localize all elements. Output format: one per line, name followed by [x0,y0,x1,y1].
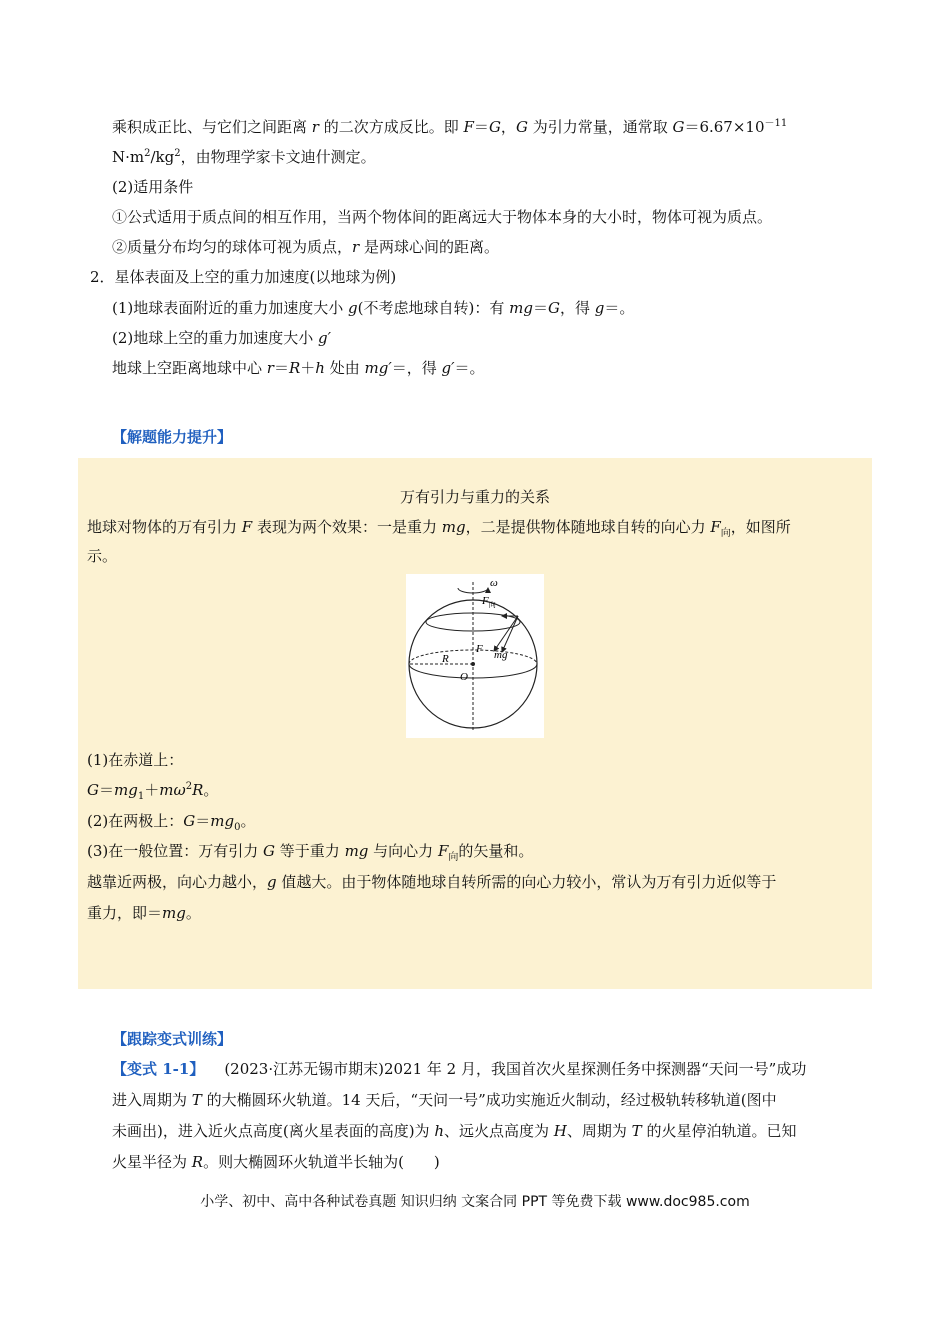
section-2-heading: 2．星体表面及上空的重力加速度(以地球为例) [90,268,397,286]
general-position-line: (3)在一般位置：万有引力 G 等于重力 mg 与向心力 $F_向$的矢量和。 [87,842,534,863]
altitude-gravity-heading: (2)地球上空的重力加速度大小 g′ [112,329,332,347]
pole-conclusion-line: 越靠近两极，向心力越小，g 值越大。由于物体随地球自转所需的向心力较小，常认为万有引力近似等于 [87,873,777,891]
altitude-gravity-line: 地球上空距离地球中心 r＝R＋h 处由 mg′＝，得 g′＝。 [112,359,485,377]
poles-formula: (2)在两极上：$G=mg_0$。 [87,812,256,833]
condition-1: ①公式适用于质点间的相互作用，当两个物体间的距离远大于物体本身的大小时，物体可视为质点。 [112,208,773,226]
box-intro: 地球对物体的万有引力 F 表现为两个效果：一是重力 mg，二是提供物体随地球自转的向心力 $F_向$，如图所 [87,518,791,539]
exercise-line-1: 【变式 1-1】 (2023·江苏无锡市期末)2021 年 2 月，我国首次火星探测任务中探测器“天问一号”成功 [112,1060,807,1078]
units-line: $N\cdot m^2/kg^2$，由物理学家卡文迪什测定。 [112,148,376,166]
earth-diagram [406,574,544,738]
omega-label: ω [490,577,498,589]
center-point [471,662,475,666]
r-label: R [442,653,449,665]
equator-front [409,664,537,678]
condition-heading: (2)适用条件 [112,178,194,196]
section-ability-heading: 【解题能力提升】 [112,428,233,446]
equator-formula: $G=mg_1+m\omega^2R$。 [87,781,219,802]
section-practice-heading: 【跟踪变式训练】 [112,1030,233,1048]
exercise-line-2: 进入周期为 T 的大椭圆环火轨道。14 天后，“天问一号”成功实施近火制动，经过极轨转移轨道(图中 [112,1091,777,1109]
box-intro-cont: 示。 [87,547,118,565]
box-title: 万有引力与重力的关系 [399,488,550,506]
surface-gravity-line: (1)地球表面附近的重力加速度大小 g(不考虑地球自转)：有 mg＝G，得 g＝。 [112,299,635,317]
equator-heading: (1)在赤道上： [87,751,184,769]
earth-rotation-figure [406,574,544,738]
gravity-force-arrow [494,616,518,651]
page-footer: 小学、初中、高中各种试卷真题 知识归纳 文案合同 PPT 等免费下载 www.doc985.com [200,1194,750,1210]
f-label: F [476,643,483,655]
f-centripetal-label: $F_向$ [482,595,496,609]
mg-label: mg [494,649,508,661]
exercise-tag: 【变式 1-1】 [112,1060,205,1078]
exercise-line-3: 未画出)，进入近火点高度(离火星表面的高度)为 h、远火点高度为 H、周期为 T 的火星停泊轨道。已知 [112,1122,797,1140]
o-label: O [460,671,468,683]
condition-2: ②质量分布均匀的球体可视为质点，r 是两球心间的距离。 [112,238,499,256]
exercise-line-4: 火星半径为 R。则大椭圆环火轨道半长轴为( ) [112,1153,440,1171]
law-statement-line: 乘积成正比、与它们之间距离 r 的二次方成反比。即 F＝G，G 为引力常量，通常取 $G=6.67\times 10^{-11}$ [112,118,788,136]
weight-force-arrow [502,616,518,652]
pole-conclusion-cont: 重力，即＝mg。 [87,904,201,922]
